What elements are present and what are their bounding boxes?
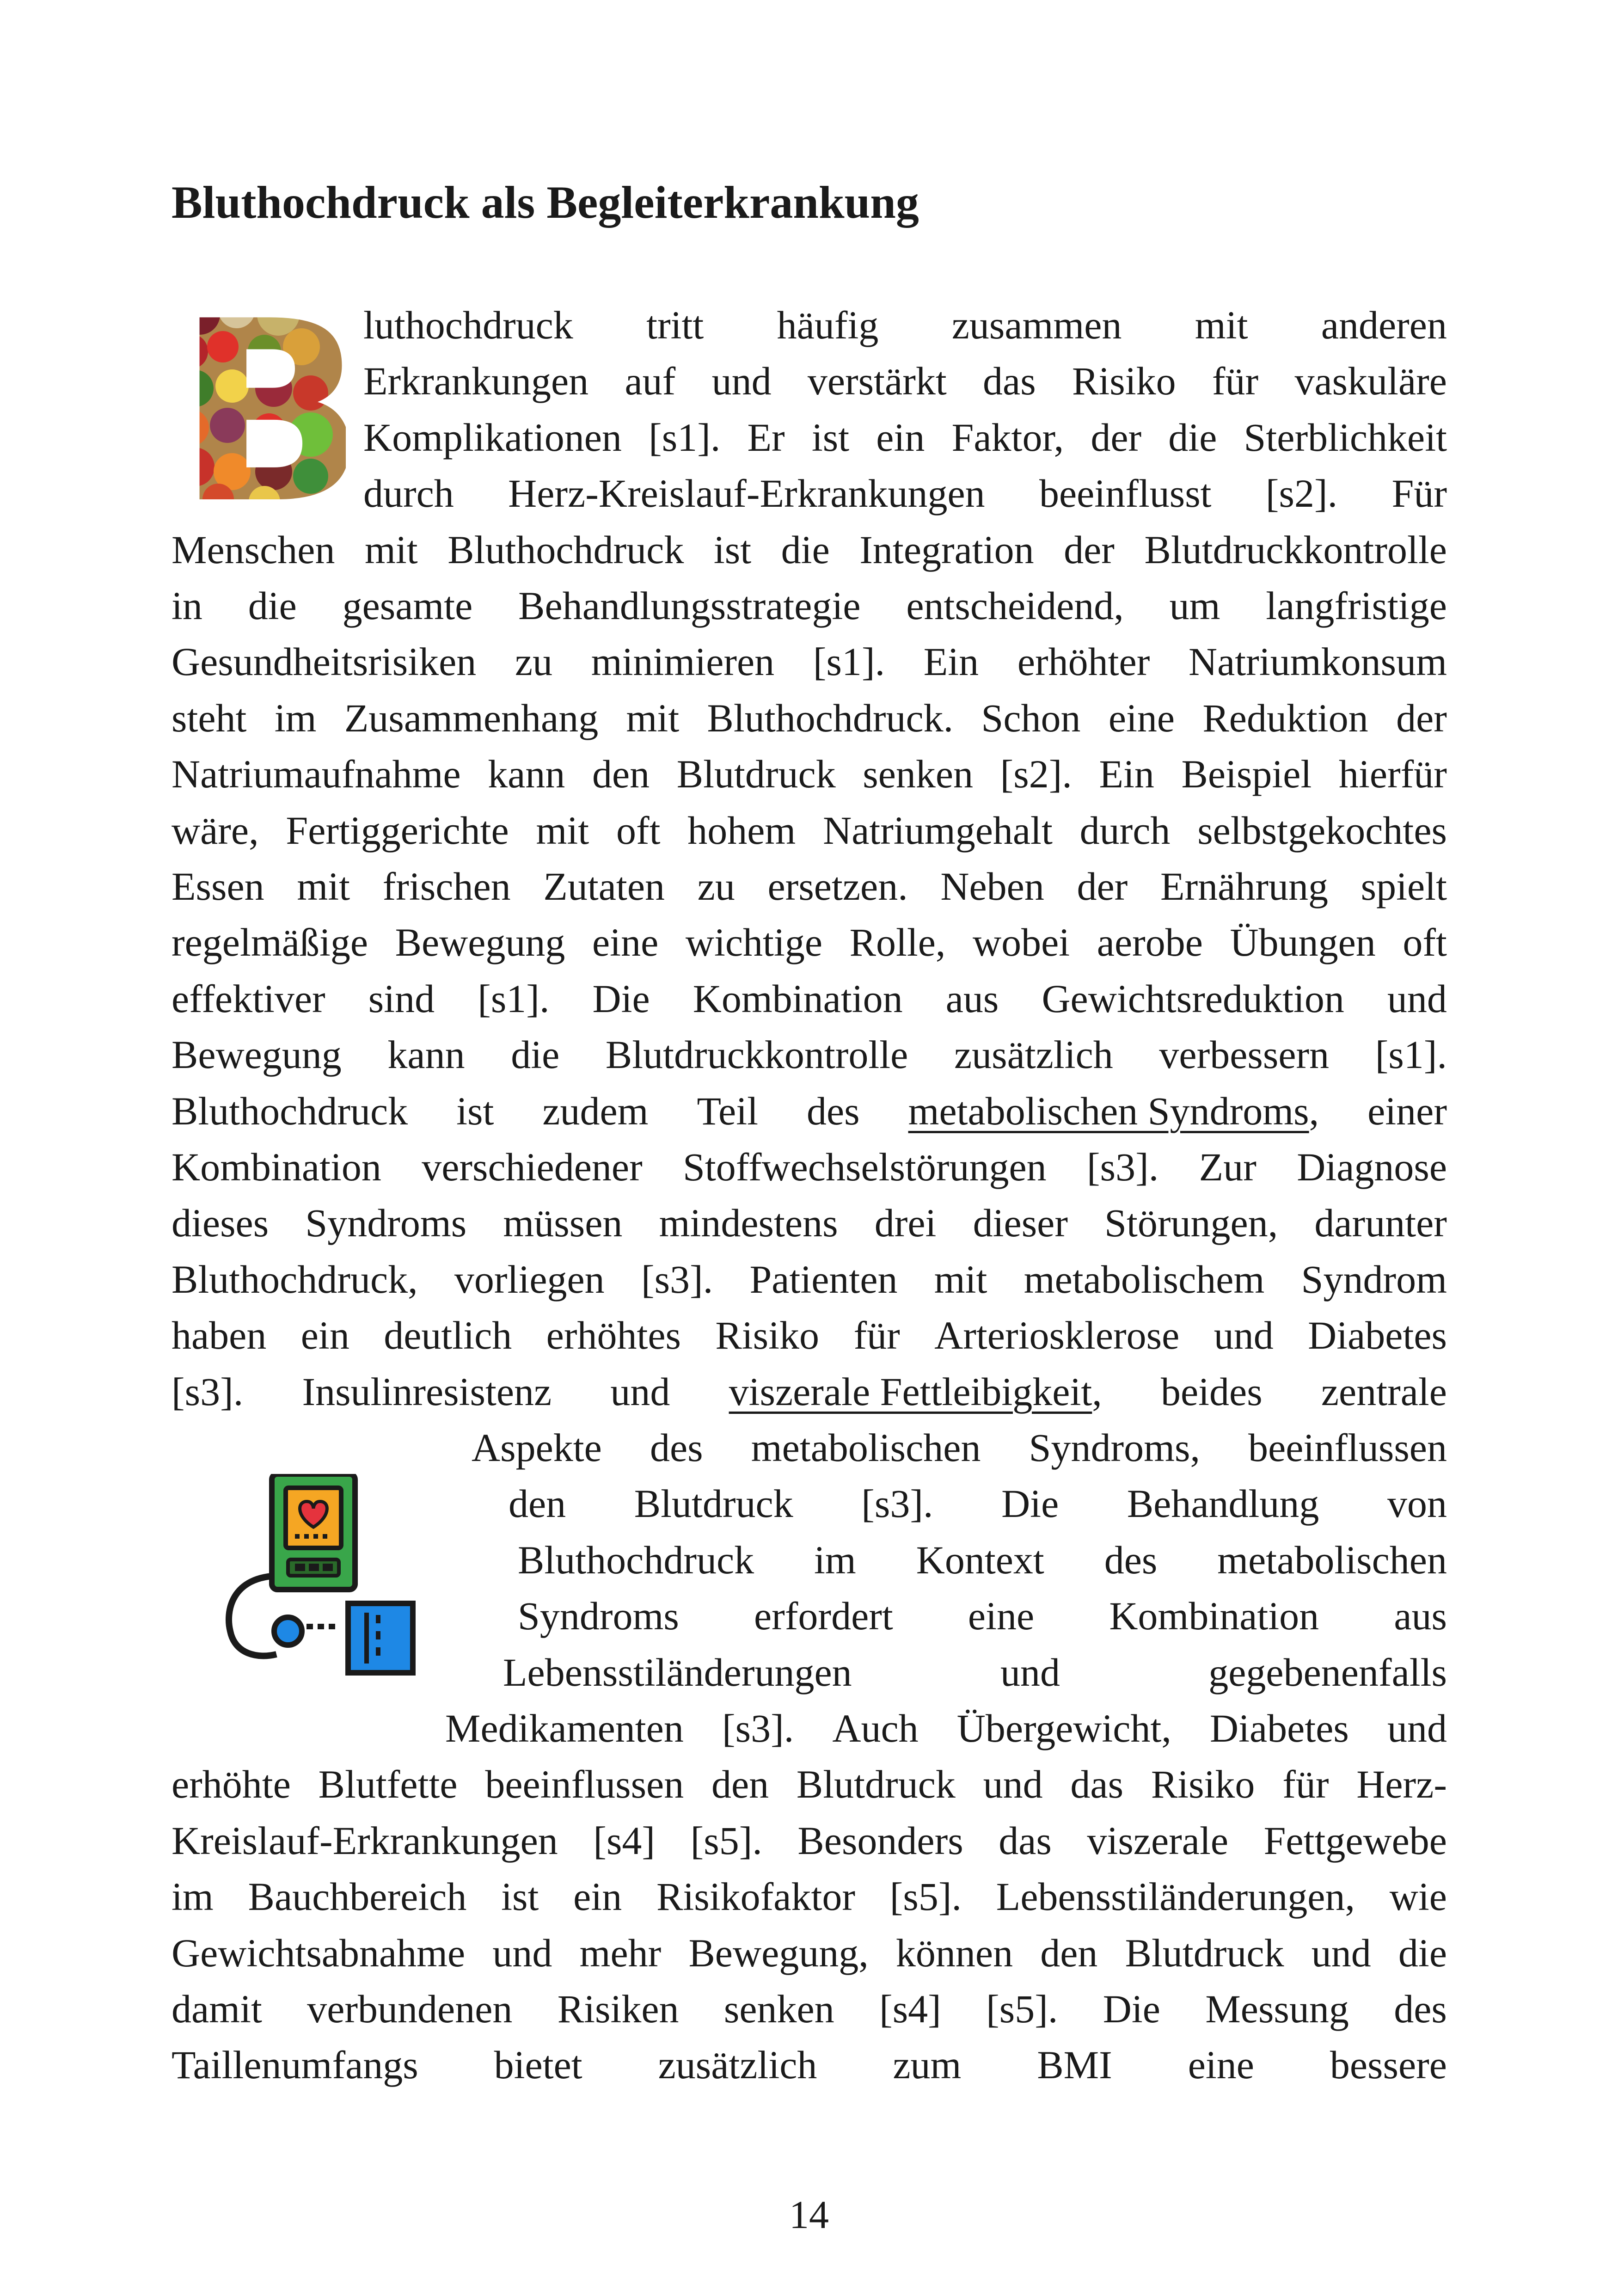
word: oft: [616, 808, 661, 853]
word: Stoffwechselstörungen: [683, 1145, 1047, 1189]
word: ist: [501, 1874, 539, 1919]
word: Für: [1391, 471, 1447, 516]
word: sind: [368, 976, 435, 1021]
word: [s2].: [1265, 471, 1338, 516]
word: effektiver: [172, 976, 325, 1021]
word: Die: [1103, 1987, 1160, 2031]
word: verstärkt: [807, 359, 947, 404]
word: wobei: [973, 920, 1070, 965]
word: und: [1311, 1930, 1371, 1975]
word: dieses: [172, 1201, 269, 1246]
word: Beispiel: [1181, 752, 1312, 797]
text-line: [172, 970, 1447, 1027]
word: mit: [297, 864, 350, 909]
text-line: [172, 1251, 1447, 1308]
word: Arteriosklerose: [934, 1313, 1180, 1358]
word: bessere: [1330, 2043, 1447, 2087]
word: gesamte: [342, 583, 473, 628]
word: eine: [1108, 695, 1175, 740]
word: und: [1000, 1650, 1060, 1694]
word: mehr: [579, 1930, 662, 1975]
text-line: [172, 1026, 1447, 1083]
text-line: [363, 353, 1447, 409]
word: Kombination: [172, 1145, 381, 1189]
text-line: [172, 633, 1447, 690]
word: des: [1104, 1537, 1158, 1582]
word: regelmäßige: [172, 920, 368, 965]
word: [s3].: [861, 1481, 933, 1526]
word: dieser: [973, 1201, 1068, 1246]
word: Diabetes: [1209, 1706, 1349, 1750]
text-line: [172, 1195, 1447, 1251]
word: durch: [1079, 808, 1171, 853]
word: eine: [592, 920, 659, 965]
text-line: [363, 297, 1447, 353]
word: Syndrom: [1301, 1257, 1447, 1301]
text-line: [172, 1868, 1447, 1925]
word: Aspekte: [472, 1425, 602, 1470]
word: [s5].: [986, 1987, 1058, 2031]
text-line: [172, 1925, 1447, 1981]
word: [s3].: [722, 1706, 794, 1750]
word: Syndroms: [518, 1594, 679, 1639]
word: das: [983, 359, 1036, 404]
word: die: [511, 1032, 560, 1077]
glossary-link[interactable]: viszerale Fettleibigkeit,: [729, 1369, 1102, 1414]
word: Teil: [697, 1088, 759, 1133]
word: Sterblichkeit: [1244, 415, 1447, 460]
word: Zutaten: [543, 864, 665, 909]
word: Risiko: [1072, 359, 1176, 404]
word: zudem: [542, 1088, 649, 1133]
word: und: [1214, 1313, 1274, 1358]
text-line: [172, 1812, 1447, 1869]
word: Menschen: [172, 527, 335, 572]
word: minimieren: [591, 639, 775, 684]
word: [s1].: [478, 976, 550, 1021]
word: können: [895, 1930, 1013, 1975]
word: Diagnose: [1297, 1145, 1447, 1189]
word: zu: [515, 639, 553, 684]
text-line: [172, 2037, 1447, 2093]
word: die: [1398, 1930, 1447, 1975]
text-line: [172, 1981, 1447, 2037]
text-line: [172, 858, 1447, 915]
word: eine: [968, 1594, 1035, 1639]
word: das: [999, 1818, 1052, 1863]
word: Kreislauf-Erkrankungen: [172, 1818, 558, 1863]
text-line: [172, 577, 1447, 634]
word: erhöhte: [172, 1762, 291, 1807]
word: frischen: [382, 864, 511, 909]
text-line: [172, 1083, 1447, 1139]
word: ein: [876, 415, 925, 460]
word: und: [711, 359, 772, 404]
word: luthochdruck: [363, 303, 573, 347]
text-line: [363, 409, 1447, 466]
word: selbstgekochtes: [1197, 808, 1447, 853]
word: ein: [300, 1313, 349, 1358]
word: langfristige: [1266, 583, 1447, 628]
word: [s4]: [879, 1987, 941, 2031]
word: im: [814, 1537, 856, 1582]
word: des: [806, 1088, 860, 1133]
word: Bewegung,: [688, 1930, 869, 1975]
word: kann: [488, 752, 565, 797]
word: beeinflussen: [485, 1762, 684, 1807]
word: den: [711, 1762, 769, 1807]
word: Lebensstiländerungen,: [996, 1874, 1355, 1919]
word: Bewegung: [395, 920, 565, 965]
word: den: [592, 752, 650, 797]
word: Ein: [1099, 752, 1154, 797]
text-line: [172, 522, 1447, 578]
word: zusammen: [951, 303, 1122, 347]
word: und: [983, 1762, 1043, 1807]
word: um: [1169, 583, 1220, 628]
word: beeinflussen: [1248, 1425, 1447, 1470]
word: mit: [536, 808, 589, 853]
word: zusätzlich: [658, 2043, 817, 2087]
word: Kontext: [916, 1537, 1044, 1582]
word: einer: [1367, 1088, 1447, 1133]
word: Ernährung: [1160, 864, 1328, 909]
glossary-link[interactable]: metabolischen Syndroms,: [908, 1088, 1319, 1133]
word: Bluthochdruck,: [172, 1257, 418, 1301]
word: spielt: [1361, 864, 1447, 909]
word: [s1].: [813, 639, 885, 684]
word: Kombination: [693, 976, 903, 1021]
word: vaskuläre: [1294, 359, 1447, 404]
word: Komplikationen: [363, 415, 622, 460]
text-line: [509, 1475, 1447, 1532]
word: ist: [811, 415, 850, 460]
word: Zur: [1199, 1145, 1256, 1189]
word: Risikofaktor: [656, 1874, 855, 1919]
text-line: [172, 802, 1447, 859]
word: Syndroms: [305, 1201, 467, 1246]
word: BMI: [1037, 2043, 1112, 2087]
word: und: [1387, 1706, 1447, 1750]
text-line: [172, 1307, 1447, 1363]
word: hohem: [687, 808, 796, 853]
word: ist: [713, 527, 752, 572]
word: Blutfette: [318, 1762, 458, 1807]
word: Gewichtsreduktion: [1042, 976, 1344, 1021]
word: [s3].: [172, 1369, 244, 1414]
text-line: [518, 1588, 1447, 1644]
word: darunter: [1314, 1201, 1447, 1246]
word: Natriumgehalt: [823, 808, 1053, 853]
word: metabolischen: [751, 1425, 981, 1470]
word: Gewichtsabnahme: [172, 1930, 466, 1975]
word: häufig: [777, 303, 879, 347]
section-title: Bluthochdruck als Begleiterkrankung: [172, 177, 919, 228]
word: Neben: [940, 864, 1044, 909]
page-number: 14: [789, 2192, 829, 2237]
word: die: [1168, 415, 1217, 460]
word: Diabetes: [1308, 1313, 1447, 1358]
word: drei: [874, 1201, 937, 1246]
word: Blutdruck: [634, 1481, 793, 1526]
word: Blutdruckkontrolle: [1144, 527, 1447, 572]
word: Blutdruck: [1125, 1930, 1284, 1975]
word: Fettgewebe: [1263, 1818, 1447, 1863]
word: wie: [1389, 1874, 1447, 1919]
word: mit: [626, 695, 680, 740]
word: verschiedener: [422, 1145, 643, 1189]
text-line: [172, 1363, 1447, 1420]
word: zentrale: [1321, 1369, 1447, 1414]
word: wäre,: [172, 808, 259, 853]
word: und: [492, 1930, 552, 1975]
word: Natriumaufnahme: [172, 752, 461, 797]
word: Bewegung: [172, 1032, 342, 1077]
blood-pressure-monitor-icon: [221, 1474, 434, 1687]
word: [s3].: [1087, 1145, 1159, 1189]
word: Rolle,: [849, 920, 946, 965]
word: von: [1387, 1481, 1447, 1526]
word: Risiko: [1151, 1762, 1255, 1807]
word: vorliegen: [454, 1257, 605, 1301]
word: steht: [172, 695, 247, 740]
text-line: [518, 1532, 1447, 1588]
word: oft: [1403, 920, 1447, 965]
word: des: [650, 1425, 703, 1470]
text-line: [172, 914, 1447, 970]
word: und: [1387, 976, 1447, 1021]
word: Erkrankungen: [363, 359, 589, 404]
word: Risiken: [557, 1987, 679, 2031]
word: Bluthochdruck: [447, 527, 684, 572]
word: wichtige: [685, 920, 822, 965]
word: in: [172, 583, 202, 628]
word: ein: [573, 1874, 622, 1919]
word: aus: [1394, 1594, 1447, 1639]
word: tritt: [646, 303, 704, 347]
drop-cap-b-image: [172, 296, 346, 510]
word: Gesundheitsrisiken: [172, 639, 477, 684]
word: Bluthochdruck: [172, 1088, 408, 1133]
word: deutlich: [384, 1313, 512, 1358]
word: Behandlung: [1127, 1481, 1319, 1526]
word: Taillenumfangs: [172, 2043, 418, 2087]
word: der: [1091, 415, 1142, 460]
word: der: [1064, 527, 1115, 572]
word: Kombination: [1109, 1594, 1319, 1639]
word: Übergewicht,: [956, 1706, 1171, 1750]
text-line: [445, 1700, 1447, 1756]
word: Ein: [923, 639, 979, 684]
word: Insulinresistenz: [302, 1369, 552, 1414]
word: auf: [625, 359, 676, 404]
word: im: [274, 695, 317, 740]
word: mindestens: [659, 1201, 838, 1246]
word: anderen: [1321, 303, 1447, 347]
word: senken: [863, 752, 974, 797]
word: den: [1040, 1930, 1098, 1975]
word: zu: [697, 864, 735, 909]
text-line: [503, 1644, 1447, 1701]
word: [s1].: [1375, 1032, 1447, 1077]
word: Blutdruck: [676, 752, 836, 797]
word: eine: [1188, 2043, 1254, 2087]
word: [s3].: [641, 1257, 713, 1301]
word: der: [1077, 864, 1128, 909]
word: erhöhter: [1017, 639, 1150, 684]
word: haben: [172, 1313, 267, 1358]
word: [s5].: [690, 1818, 762, 1863]
text-line: [472, 1419, 1447, 1476]
word: ist: [456, 1088, 494, 1133]
word: Syndroms,: [1029, 1425, 1200, 1470]
word: Herz-: [1356, 1762, 1447, 1807]
word: viszerale: [1087, 1818, 1229, 1863]
word: Schon: [981, 695, 1081, 740]
word: beides: [1160, 1369, 1263, 1414]
word: damit: [172, 1987, 262, 2031]
word: Die: [1001, 1481, 1059, 1526]
word: bietet: [494, 2043, 582, 2087]
word: hierfür: [1338, 752, 1447, 797]
word: für: [1212, 359, 1259, 404]
word: Blutdruck: [796, 1762, 956, 1807]
word: erhöhtes: [546, 1313, 681, 1358]
word: durch: [363, 471, 454, 516]
word: die: [781, 527, 830, 572]
text-line: [172, 1756, 1447, 1812]
word: Risiko: [715, 1313, 820, 1358]
word: Messung: [1205, 1987, 1349, 2031]
word: Integration: [859, 527, 1034, 572]
word: Übungen: [1230, 920, 1376, 965]
word: im: [172, 1874, 214, 1919]
word: kann: [387, 1032, 465, 1077]
word: zum: [893, 2043, 962, 2087]
word: Natriumkonsum: [1189, 639, 1447, 684]
word: und: [610, 1369, 670, 1414]
word: Er: [747, 415, 785, 460]
word: für: [1282, 1762, 1329, 1807]
word: mit: [364, 527, 418, 572]
word: [s4]: [593, 1818, 656, 1863]
word: aus: [945, 976, 999, 1021]
text-line: [363, 465, 1447, 522]
word: Behandlungsstrategie: [518, 583, 861, 628]
word: müssen: [503, 1201, 623, 1246]
word: [s5].: [889, 1874, 962, 1919]
word: metabolischen: [1217, 1537, 1447, 1582]
word: Reduktion: [1202, 695, 1368, 740]
word: [s2].: [1000, 752, 1072, 797]
text-line: [172, 746, 1447, 802]
word: Medikamenten: [445, 1706, 684, 1750]
word: Zusammenhang: [344, 695, 599, 740]
word: Störungen,: [1104, 1201, 1278, 1246]
word: beeinflusst: [1039, 471, 1212, 516]
word: gegebenenfalls: [1208, 1650, 1447, 1694]
word: senken: [723, 1987, 834, 2031]
word: Auch: [832, 1706, 919, 1750]
word: verbessern: [1159, 1032, 1330, 1077]
word: Herz-Kreislauf-Erkrankungen: [508, 471, 985, 516]
text-line: [172, 690, 1447, 746]
word: Blutdruckkontrolle: [605, 1032, 908, 1077]
word: metabolischem: [1024, 1257, 1265, 1301]
word: das: [1070, 1762, 1124, 1807]
word: mit: [1195, 303, 1248, 347]
word: Bluthochdruck.: [707, 695, 954, 740]
text-line: [172, 1139, 1447, 1195]
word: erfordert: [754, 1594, 893, 1639]
word: Bauchbereich: [248, 1874, 467, 1919]
word: [s1].: [649, 415, 721, 460]
word: Fertiggerichte: [286, 808, 509, 853]
word: Lebensstiländerungen: [503, 1650, 852, 1694]
word: Bluthochdruck: [518, 1537, 754, 1582]
word: Die: [592, 976, 650, 1021]
word: des: [1394, 1987, 1447, 2031]
word: Besonders: [797, 1818, 963, 1863]
word: zusätzlich: [954, 1032, 1113, 1077]
word: Essen: [172, 864, 264, 909]
word: den: [509, 1481, 566, 1526]
word: aerobe: [1097, 920, 1203, 965]
word: entscheidend,: [906, 583, 1124, 628]
word: mit: [934, 1257, 987, 1301]
word: verbundenen: [307, 1987, 513, 2031]
word: Patienten: [749, 1257, 898, 1301]
word: für: [853, 1313, 900, 1358]
word: ersetzen.: [767, 864, 908, 909]
word: Faktor,: [951, 415, 1064, 460]
word: der: [1396, 695, 1447, 740]
word: die: [248, 583, 297, 628]
